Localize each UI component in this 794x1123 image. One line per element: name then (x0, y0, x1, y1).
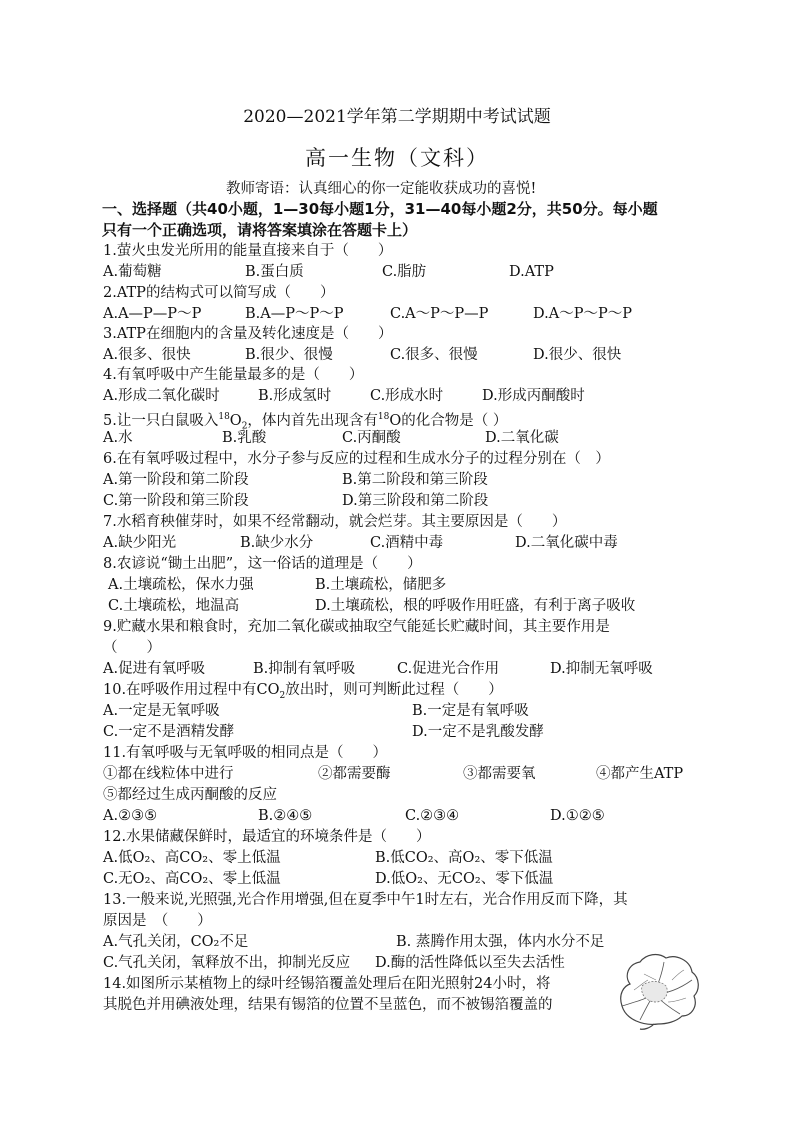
question-stem-continuation: 原因是 （ ） (103, 913, 212, 929)
exam-title: 2020—2021学年第二学期期中考试试题 (243, 107, 551, 127)
question-stem: 1.萤火虫发光所用的能量直接来自于（ ） (103, 243, 393, 259)
option-a: A.形成二氧化碳时 (103, 388, 220, 404)
option-c: C.酒精中毒 (370, 535, 444, 551)
option-b: B. 蒸腾作用太强，体内水分不足 (396, 934, 605, 950)
option-a: A.②③⑤ (103, 808, 158, 824)
option-c: C.②③④ (405, 808, 460, 824)
option-a: A.气孔关闭，CO₂不足 (103, 934, 249, 950)
option-a: A.葡萄糖 (103, 264, 162, 280)
option-b: B.②④⑤ (258, 808, 313, 824)
option-d: D.酶的活性降低以至失去活性 (375, 955, 565, 971)
option-c: C.气孔关闭，氧释放不出，抑制光反应 (103, 955, 351, 971)
question-stem-continuation: 其脱色并用碘液处理，结果有锡箔的位置不呈蓝色，而不被锡箔覆盖的 (103, 997, 553, 1013)
option-b: B.抑制有氧呼吸 (253, 661, 356, 677)
question-stem: 12.水果储藏保鲜时，最适宜的环境条件是（ ） (103, 829, 431, 845)
option-b: B.A—P～P～P (245, 306, 344, 322)
statement-2: ②都需要酶 (318, 766, 391, 782)
option-b: B.低CO₂、高O₂、零下低温 (375, 850, 553, 866)
option-c: C.土壤疏松，地温高 (108, 598, 240, 614)
question-stem-continuation: （ ） (103, 640, 161, 656)
question-stem: 7.水稻育秧催芽时，如果不经常翻动，就会烂芽。其主要原因是（ ） (103, 514, 567, 530)
statement-3: ③都需要氧 (463, 766, 536, 782)
statement-4: ④都产生ATP (596, 766, 684, 782)
stem-text: O的化合物是（ ） (389, 412, 508, 429)
question-stem: 4.有氧呼吸中产生能量最多的是（ ） (103, 367, 364, 383)
option-a: A.促进有氧呼吸 (103, 661, 206, 677)
option-d: D.A～P～P～P (533, 306, 632, 322)
option-b: B.蛋白质 (245, 264, 304, 280)
exam-subtitle: 高一生物（文科） (305, 146, 489, 170)
option-c: C.形成水时 (370, 388, 444, 404)
option-c: C.第一阶段和第三阶段 (103, 493, 249, 509)
stem-text: O (229, 412, 242, 429)
isotope-mass: 18 (218, 412, 230, 422)
option-b: B.一定是有氧呼吸 (412, 703, 529, 719)
option-c: C.一定不是酒精发酵 (103, 724, 235, 740)
option-a: A.水 (103, 430, 133, 446)
option-d: D.二氧化碳中毒 (515, 535, 618, 551)
isotope-mass: 18 (377, 412, 390, 422)
question-stem: 13.一般来说,光照强,光合作用增强,但在夏季中午1时左右，光合作用反而下降，其 (103, 892, 628, 908)
teacher-motto: 教师寄语：认真细心的你一定能收获成功的喜悦! (226, 181, 537, 197)
section-heading-line2: 只有一个正确选项，请将答案填涂在答题卡上） (102, 221, 418, 239)
option-a: A.土壤疏松，保水力强 (108, 577, 254, 593)
option-d: D.土壤疏松，根的呼吸作用旺盛，有利于离子吸收 (315, 598, 636, 614)
option-a: A.A—P—P～P (103, 306, 202, 322)
subscript: 2 (241, 421, 248, 432)
question-stem: 9.贮藏水果和粮食时，充加二氧化碳或抽取空气能延长贮藏时间，其主要作用是 (103, 619, 610, 635)
question-stem: 11.有氧呼吸与无氧呼吸的相同点是（ ） (103, 745, 388, 761)
statement-1: ①都在线粒体中进行 (103, 766, 234, 782)
section-heading-line1: 一、选择题（共40小题，1—30每小题1分，31—40每小题2分，共50分。每小题 (102, 200, 658, 218)
option-d: D.抑制无氧呼吸 (550, 661, 653, 677)
option-d: D.ATP (509, 264, 554, 280)
option-d: D.低O₂、无CO₂、零下低温 (375, 871, 554, 887)
question-stem: 14.如图所示某植物上的绿叶经锡箔覆盖处理后在阳光照射24小时，将 (103, 976, 551, 992)
option-a: A.一定是无氧呼吸 (103, 703, 220, 719)
option-a: A.第一阶段和第二阶段 (103, 472, 249, 488)
option-c: C.脂肪 (382, 264, 427, 280)
option-b: B.土壤疏松，储肥多 (315, 577, 447, 593)
option-d: D.第三阶段和第二阶段 (342, 493, 489, 509)
stem-text: 10.在呼吸作用过程中有CO (103, 682, 280, 698)
statement-5: ⑤都经过生成丙酮酸的反应 (103, 787, 277, 803)
option-d: D.一定不是乳酸发酵 (412, 724, 544, 740)
option-c: C.丙酮酸 (342, 430, 401, 446)
question-stem: 8.农谚说“锄土出肥”，这一俗话的道理是（ ） (103, 556, 422, 572)
stem-text: 放出时，则可判断此过程（ ） (285, 682, 503, 698)
option-a: A.很多、很快 (103, 347, 191, 363)
option-b: B.第二阶段和第三阶段 (342, 472, 488, 488)
option-c: C.A～P～P—P (390, 306, 489, 322)
option-c: C.促进光合作用 (397, 661, 500, 677)
option-c: C.无O₂、高CO₂、零上低温 (103, 871, 281, 887)
stem-text: ，体内首先出现含有 (247, 412, 378, 429)
question-stem (103, 406, 507, 438)
option-d: D.形成丙酮酸时 (482, 388, 585, 404)
option-b: B.很少、很慢 (245, 347, 333, 363)
question-stem: 2.ATP的结构式可以简写成（ ） (103, 285, 335, 301)
subscript: 2 (279, 690, 286, 701)
question-stem: 3.ATP在细胞内的含量及转化速度是（ ） (103, 326, 393, 342)
option-c: C.很多、很慢 (390, 347, 478, 363)
option-d: D.二氧化碳 (485, 430, 559, 446)
option-b: B.乳酸 (222, 430, 267, 446)
option-a: A.低O₂、高CO₂、零上低温 (103, 850, 281, 866)
leaf-illustration (614, 950, 702, 1030)
stem-text: 5.让一只白鼠吸入 (103, 412, 219, 429)
option-d: D.很少、很快 (533, 347, 622, 363)
option-b: B.缺少水分 (240, 535, 314, 551)
option-a: A.缺少阳光 (103, 535, 177, 551)
option-d: D.①②⑤ (550, 808, 605, 824)
question-stem: 6.在有氧呼吸过程中，水分子参与反应的过程和生成水分子的过程分别在（ ） (103, 451, 610, 467)
option-b: B.形成氢时 (258, 388, 332, 404)
